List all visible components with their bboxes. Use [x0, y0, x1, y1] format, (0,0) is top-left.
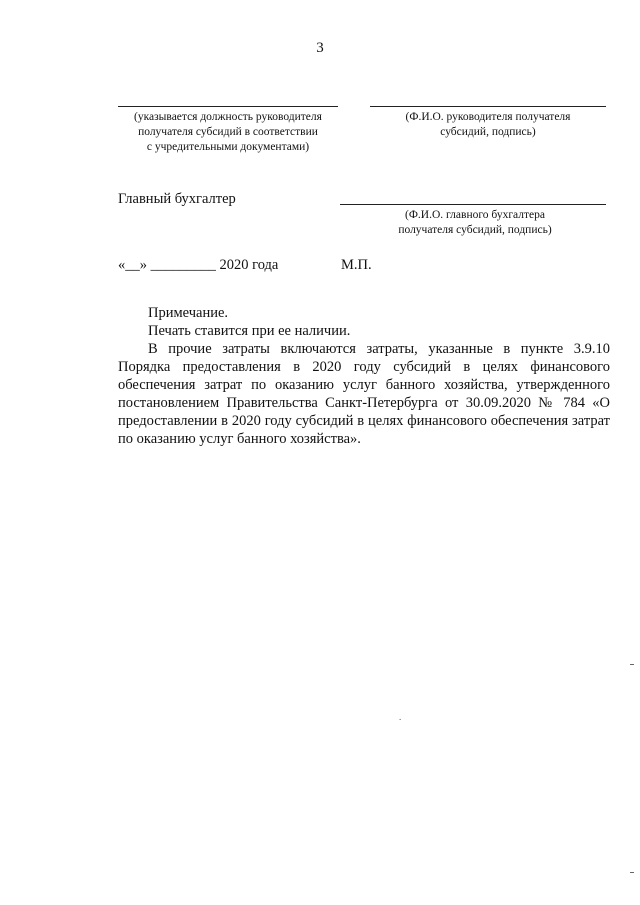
head-name-line [370, 106, 606, 107]
accountant-label: Главный бухгалтер [118, 191, 236, 207]
notes-paragraph: В прочие затраты включаются затраты, указанные в пункте 3.9.10 Порядка предоставления в 2020 году субсидий в целях финансового обеспечения затрат по оказанию услуг банного хозяйства, утвержденного постановлением Правительства Санкт-Петербурга от 30.09.2020 № 784 «О предоставлении в 2020 году субсидий в целях финансового обеспечения затрат по оказанию услуг банного хозяйства». [118, 341, 610, 447]
notes-section [118, 304, 610, 448]
caption-line: (Ф.И.О. главного бухгалтера [405, 209, 545, 221]
notes-line: Печать ставится при ее наличии. [148, 323, 351, 339]
accountant-caption [350, 208, 600, 238]
head-position-line [118, 106, 338, 107]
accountant-line [340, 204, 606, 205]
stray-dot: . [399, 712, 402, 722]
caption-line: субсидий, подпись) [440, 126, 536, 138]
edge-mark [630, 664, 634, 665]
caption-line: получателя субсидий в соответствии [138, 126, 318, 138]
seal-label: М.П. [341, 257, 372, 273]
caption-line: с учредительными документами) [146, 141, 310, 153]
page-number: 3 [316, 40, 324, 56]
head-name-caption [368, 110, 608, 140]
notes-title: Примечание. [148, 305, 229, 321]
date-field: «__» _________ 2020 года [118, 257, 279, 273]
caption-line: (Ф.И.О. руководителя получателя [405, 111, 571, 123]
caption-line: получателя субсидий, подпись) [398, 224, 552, 236]
edge-mark [630, 872, 634, 873]
head-position-caption [108, 110, 348, 155]
caption-line: (указывается должность руководителя [134, 111, 322, 123]
